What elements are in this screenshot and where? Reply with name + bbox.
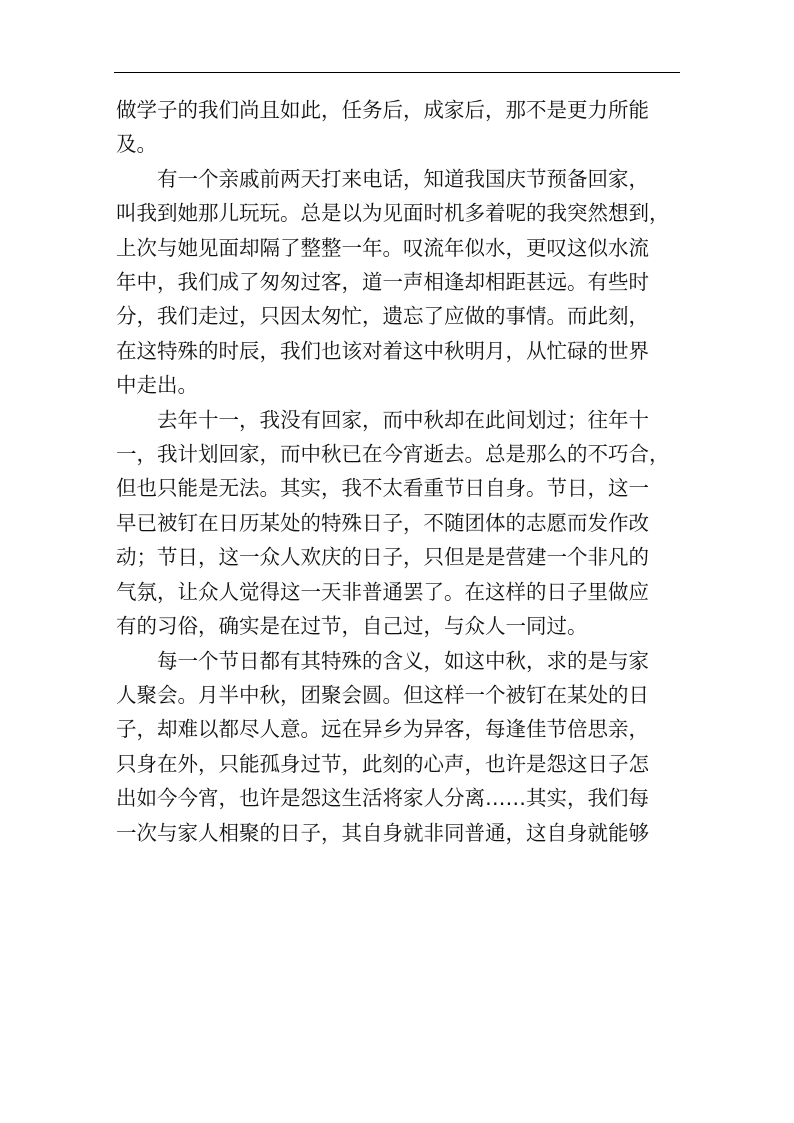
document-body	[116, 93, 676, 850]
paragraph-last-year: 去年十一，我没有回家，而中秋却在此间划过；往年十 一，我计划回家，而中秋已在今宵逝去。总是那么的不巧合， 但也只能是无法。其实，我不太看重节日自身。节日，这一 早已被钉在日历某处的特殊日子，不随团体的志愿而发作改 动；节日，这一众人欢庆的日子，只但是是营建一个非凡的 气氛，让众人觉得这一天非普通罢了。在这样的日子里做应 有的习俗，确实是在过节，自己过，与众人一同过。	[116, 407, 670, 639]
paragraph-festival-meaning: 每一个节日都有其特殊的含义，如这中秋，求的是与家 人聚会。月半中秋，团聚会圆。但这样一个被钉在某处的日 子，却难以都尽人意。远在异乡为异客，每逢佳节倍思亲， 只身在外，只能孤身过节，此刻的心声，也许是怨这日子怎 出如今今宵，也许是怨这生活将家人分离……其实，我们每 一次与家人相聚的日子，其自身就非同普通，这自身就能够	[116, 648, 649, 845]
paragraph-continued: 做学子的我们尚且如此，任务后，成家后，那不是更力所能 及。	[116, 98, 649, 157]
header-rule	[114, 72, 680, 73]
paragraph-relative-call: 有一个亲戚前两天打来电话，知道我国庆节预备回家， 叫我到她那儿玩玩。总是以为见面时机多着呢的我突然想到， 上次与她见面却隔了整整一年。叹流年似水，更叹这似水流 年中，我们成了匆匆过客，道一声相逢却相距甚远。有些时 分，我们走过，只因太匆忙，遗忘了应做的事情。而此刻， 在这特殊的时辰，我们也该对着这中秋明月，从忙碌的世界 中走出。	[116, 166, 670, 398]
